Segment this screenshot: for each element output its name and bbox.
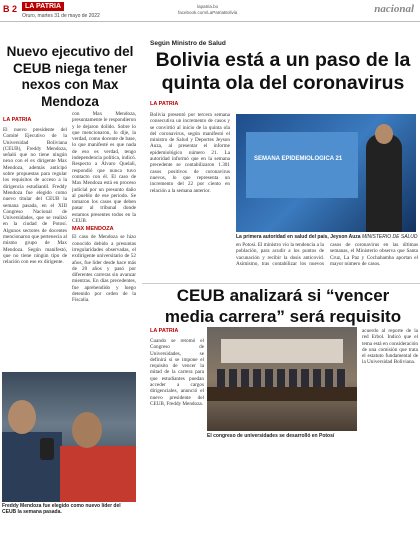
main-story-text-1: Bolivia presentó por tercera semana consecutiva un incremento de casos y se convirtió al inicio de la quinta ola del coronavirus, según manifestó el ministro de Salud y Deportes Jeyson Auza, al presentar el informe epidemiológico número 21. La autoridad informó que en la semana precedente se contabilizaron 1.301 casos positivos de coronavirus nuevos, lo que representa un incremento del 22 por ciento en relación a la semana anterior. xyxy=(150,112,230,194)
page-header xyxy=(0,0,420,22)
photo-screen xyxy=(246,132,358,198)
main-story-column-2 xyxy=(236,242,418,282)
photo-head xyxy=(375,124,393,144)
second-story-text-right: acuerdo al reporte de la red Erbol. Indicó que el tema está en consideración de una comisión que trata el estatuto fundamental de la Universidad Boliviana. xyxy=(362,328,418,366)
left-story-text-2: con Max Mendoza, presuntamente le respondieron y le dejaron dolido. Sobre lo que mencionaron, lo dije, la verdad, como docente de base, lo que manifesté es que nada de eso es verdad, tengo independencia política, indicó. Respecto a Álvaro Quelali, respondió que nunca tuvo contacto con él. El caso de Max Mendoza está en proceso judicial por un presunto daño al pueblo de ese periodo. Se tomaron los casos que deben pasar al tribunal donde estamos presentes todos en la CEUB. xyxy=(72,111,136,225)
social-links xyxy=(178,4,237,16)
second-story-column-1 xyxy=(150,338,204,530)
facebook-link[interactable]: facebook.com/LaPatriaBolivia xyxy=(178,10,238,15)
main-story-caption-text: La primera autoridad en salud del país, Jeyson Auza xyxy=(236,234,361,240)
main-story-kicker: Según Ministro de Salud xyxy=(150,40,226,47)
main-story-photo xyxy=(236,114,416,232)
left-story-column-2 xyxy=(72,111,136,373)
main-story-text-2: en Potosí. El ministro vio la tendencia a la población, para acudir a los puntos de vacunación y recibir la dosis anticovid. Asimismo, tras contabilizar los nuevos casos de coronavirus en las últimas semanas, el Ministerio observa que Santa Cruz, La Paz y Cochabamba aportan el mayor número de casos. xyxy=(236,242,418,267)
left-story-tag: LA PATRIA xyxy=(3,117,32,123)
second-story-title: CEUB analizará si “vencer media carrera” será requisito xyxy=(164,286,402,326)
left-story-text-3: El caso de Mendoza se hizo conocido debido a presuntas irregularidades observadas, el exdirigente universitario de 52 años, fue líder desde hace más de 20 años y pasó por diferentes carreras sin avanzar mientras. En días precedentes, fue aprehendido y luego detenido por orden de la Fiscalía. xyxy=(72,234,136,304)
photo-table xyxy=(207,387,357,401)
main-story-column-1 xyxy=(150,112,230,282)
photo-face-2 xyxy=(72,412,102,448)
photo-person-2 xyxy=(60,446,136,502)
left-story-photo xyxy=(2,372,136,502)
section-divider xyxy=(142,283,420,284)
left-story-caption: Freddy Mendoza fue elegido como nuevo líder del CEUB la semana pasada. xyxy=(2,503,121,515)
page-number: B 2 xyxy=(3,4,18,14)
issue-date: Oruro, martes 31 de mayo de 2022 xyxy=(22,13,100,19)
left-story-subhead: MAX MENDOZA xyxy=(72,226,114,233)
photo-banner xyxy=(221,339,343,363)
second-story-caption: El congreso de universidades se desarrolló en Potosí xyxy=(207,433,335,439)
main-story-caption xyxy=(236,234,418,240)
second-story-column-right xyxy=(362,328,418,530)
left-story-column-1 xyxy=(3,127,67,371)
main-story-tag: LA PATRIA xyxy=(150,101,179,107)
photo-person xyxy=(366,134,402,232)
main-story-title: Bolivia está a un paso de la quinta ola del coronavirus xyxy=(155,49,411,94)
photo-face-1 xyxy=(8,400,36,434)
main-story-caption-credit: MINISTERIO DE SALUD xyxy=(361,234,418,240)
photo-panel-row xyxy=(217,369,347,387)
photo-screen-text: SEMANA EPIDEMIOLOGICA 21 xyxy=(254,156,343,162)
left-story-text-1: El nuevo presidente del Comité Ejecutivo de la Universidad Boliviana (CEUB), Freddy Mendoza, señaló que no tiene ningún nexo con el ex dirigente Max Mendoza, además anticipó sobre propuestas para regular los requisitos de acceso a la dirigencia estudiantil. Freddy Mendoza fue elegido como nuevo titular del CEUB la semana pasada, en el XIII Congreso Nacional de Universidades, que se realizó en la ciudad de Potosí. Algunos sectores de docentes mencionaron que pertenecía al mismo grupo de Max Mendoza. Según manifestó, que no tiene ningún tipo de relación con ese ex dirigente. xyxy=(3,127,67,266)
microphone-icon xyxy=(40,438,54,460)
section-name: nacional xyxy=(374,3,414,15)
second-story-text-1: Cuando se retomó el Congreso de Universidades, se definirá si se impone el requisito de vencer la mitad de la carrera para que estudiantes puedan acceder a cargos dirigenciales, anunció el nuevo presidente del CEUB, Freddy Mendoza. xyxy=(150,338,204,407)
newspaper-logo: LA PATRIA xyxy=(22,2,64,11)
website-link[interactable]: lapatria.bo xyxy=(197,4,219,9)
second-story-tag: LA PATRIA xyxy=(150,328,179,334)
left-story-title: Nuevo ejecutivo del CEUB niega tener nexos con Max Mendoza xyxy=(6,44,134,109)
second-story-photo xyxy=(207,327,357,431)
